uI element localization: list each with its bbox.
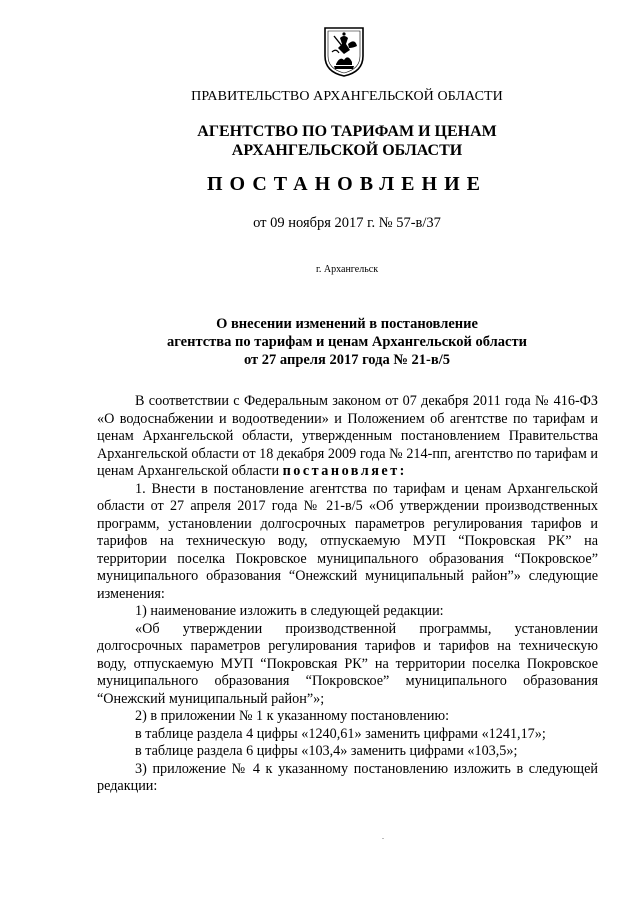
agency-name (0, 122, 640, 160)
subitem-2-paragraph: 2) в приложении № 1 к указанному постановлению: (135, 708, 450, 724)
subitem-3-paragraph: 3) приложение № 4 к указанному постановлению изложить в следующей редакции: (97, 760, 598, 794)
subitem-2-line-a: в таблице раздела 4 цифры «1240,61» заменить цифрами «1241,17»; (135, 725, 546, 742)
agency-name-line2: АРХАНГЕЛЬСКОЙ ОБЛАСТИ (231, 142, 463, 159)
coat-of-arms-emblem (322, 26, 366, 78)
resolves-word: постановляет: (282, 463, 407, 479)
subject-line1: О внесении изменений в постановление (216, 316, 478, 332)
subitem-2-line-b: в таблице раздела 6 цифры «103,4» заменить цифрами «103,5»; (135, 743, 518, 759)
government-name: ПРАВИТЕЛЬСТВО АРХАНГЕЛЬСКОЙ ОБЛАСТИ (191, 89, 503, 104)
preamble-paragraph (97, 393, 598, 481)
preamble-text: В соответствии с Федеральным законом от 07 декабря 2011 года № 416-ФЗ «О водоснабжении и водоотведении» и Положением об агентстве по тарифам и ценам Архангельской области, утвержденным постановлением Правительства Архангельской области от 18 декабря 2009 года № 214-пп, агентство по тарифам и ценам Архангельской области (97, 393, 598, 479)
scan-speck (382, 838, 384, 839)
date-and-number: от 09 ноября 2017 г. № 57-в/37 (253, 215, 441, 231)
city-name: г. Архангельск (315, 264, 379, 275)
subitem-1-paragraph: 1) наименование изложить в следующей редакции: (135, 603, 444, 619)
document-subject (0, 315, 640, 369)
document-body (97, 393, 598, 796)
subitem-1-text: «Об утверждении производственной программы, установлении долгосрочных параметров регулирования тарифов и тарифов на техническую воду, отпускаемую МУП “Покровская РК” на территории поселка Покровское муниципального образования “Покровское” муниципального образования “Онежский муниципальный район”»; (97, 620, 598, 707)
document-type-title: ПОСТАНОВЛЕНИЕ (207, 173, 487, 195)
subject-line2: агентства по тарифам и ценам Архангельской области (167, 334, 527, 350)
subject-line3: от 27 апреля 2017 года № 21-в/5 (244, 352, 450, 368)
item-1-paragraph: 1. Внести в постановление агентства по тарифам и ценам Архангельской области от 27 апреля 2017 года № 21-в/5 «Об утверждении производственных программ, установлении долгосрочных параметров регулирования тарифов и тарифов на техническую воду, отпускаемую МУП “Покровская РК” на территории поселка Покровское муниципального образования “Покровское” муниципального образования “Онежский муниципальный район”» следующие изменения: (97, 480, 598, 602)
agency-name-line1: АГЕНТСТВО ПО ТАРИФАМ И ЦЕНАМ (197, 123, 497, 140)
